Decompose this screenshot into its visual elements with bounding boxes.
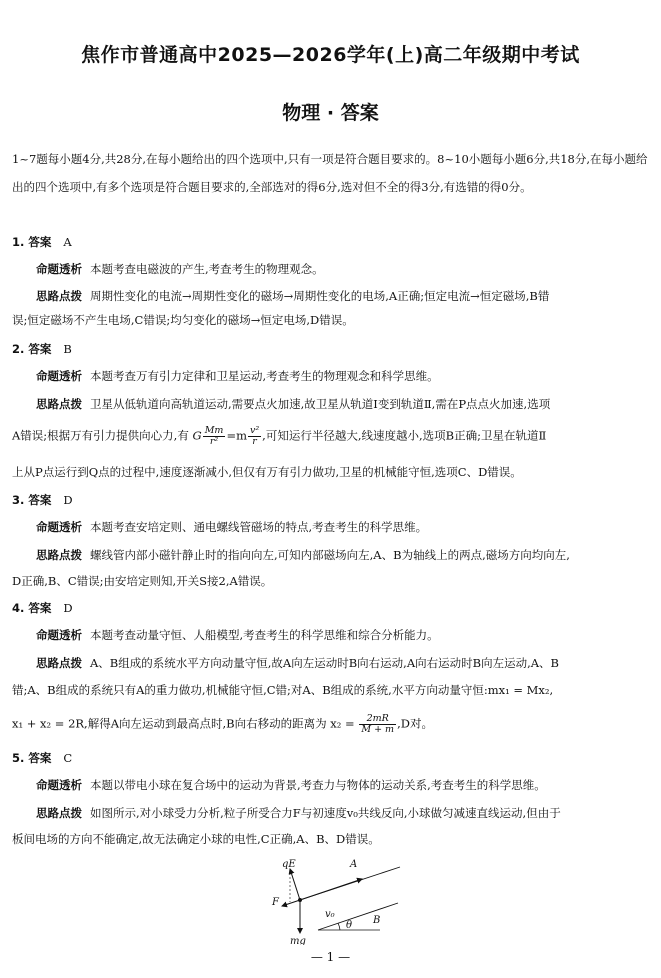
question-2-hint-end: 上从P点运行到Q点的过程中,速度逐渐减小,但仅有万有引力做功,卫星的机械能守恒,选项C、D错误。	[12, 465, 522, 479]
question-1-header: 1. 答案 A	[12, 235, 72, 249]
f-arrow	[282, 900, 300, 906]
charged-ball	[298, 898, 302, 902]
label-v0: v₀	[325, 909, 335, 920]
label-b: B	[373, 915, 381, 926]
answer-subtitle: 物理 · 答案	[282, 102, 379, 124]
question-2-analysis: 命题透析 本题考查万有引力定律和卫星运动,考查考生的物理观念和科学思维。	[36, 369, 439, 383]
question-4-answer: D	[63, 601, 73, 615]
question-3-hint: 思路点拨 螺线管内部小磁针静止时的指向向左,可知内部磁场向左,A、B为轴线上的两点,磁场方向均向左,	[36, 548, 570, 562]
force-diagram	[270, 855, 410, 945]
distance-fraction: $\frac{2mR}{M + m}$	[361, 713, 395, 735]
exam-title: 焦作市普通高中2025—2026学年(上)高二年级期中考试	[81, 44, 580, 66]
question-5-header: 5. 答案 C	[12, 751, 73, 765]
label-qe: qE	[282, 859, 296, 870]
label-f: F	[272, 897, 279, 908]
label-mg: mg	[290, 936, 306, 945]
question-1-hint: 思路点拨 周期性变化的电流→周期性变化的磁场→周期性变化的电场,A正确;恒定电流→恒定磁场,B错	[36, 289, 550, 303]
question-5-hint-cont: 板间电场的方向不能确定,故无法确定小球的电性,C正确,A、B、D错误。	[12, 832, 380, 846]
question-3-answer: D	[63, 493, 73, 507]
question-3-analysis: 命题透析 本题考查安培定则、通电螺线管磁场的特点,考查考生的科学思维。	[36, 520, 428, 534]
question-4-hint-end: x₁ + x₂ = 2R,解得A向左运动到最高点时,B向右移动的距离为 x₂ = $\frac{2mR}{M + m}$ ,D对。	[12, 713, 433, 735]
question-2-answer: B	[63, 342, 72, 356]
question-5-hint: 思路点拨 如图所示,对小球受力分析,粒子所受合力F与初速度v₀共线反向,小球做匀减速直线运动,但由于	[36, 806, 561, 820]
question-1-analysis: 命题透析 本题考查电磁波的产生,考查考生的物理观念。	[36, 262, 324, 276]
question-2-hint-cont: A错误;根据万有引力提供向心力,有 G $\frac{Mm}{\text{r²}}$ =m $\frac{\text{v²}}{r}$ ,可知运行半径越大,线速度越小,选项B正确;卫星在轨道Ⅱ	[12, 425, 547, 447]
qe-arrow	[290, 869, 300, 900]
question-4-hint: 思路点拨 A、B组成的系统水平方向动量守恒,故A向左运动时B向右运动,A向右运动时B向左运动,A、B	[36, 656, 559, 670]
label-theta: θ	[346, 920, 353, 931]
question-1-answer: A	[63, 235, 72, 249]
question-5-answer: C	[63, 751, 73, 765]
page-number: — 1 —	[310, 950, 351, 964]
question-3-hint-cont: D正确,B、C错误;由安培定则知,开关S接2,A错误。	[12, 574, 273, 588]
question-1-hint-cont: 误;恒定磁场不产生电场,C错误;均匀变化的磁场→恒定电场,D错误。	[12, 313, 354, 327]
theta-arc	[338, 923, 340, 930]
v0-arrow	[300, 879, 362, 900]
question-2-hint: 思路点拨 卫星从低轨道向高轨道运动,需要点火加速,故卫星从轨道Ⅰ变到轨道Ⅱ,需在P点点火加速,选项	[36, 397, 551, 411]
question-3-header: 3. 答案 D	[12, 493, 73, 507]
question-4-analysis: 命题透析 本题考查动量守恒、人船模型,考查考生的科学思维和综合分析能力。	[36, 628, 439, 642]
gravity-fraction: $\frac{Mm}{\text{r²}}$	[204, 425, 224, 447]
label-a: A	[350, 859, 358, 870]
velocity-fraction: $\frac{\text{v²}}{r}$	[249, 425, 260, 447]
scoring-instructions: 1~7题每小题4分,共28分,在每小题给出的四个选项中,只有一项是符合题目要求的。8~10小题每小题6分,共18分,在每小题给出的四个选项中,有多个选项是符合题目要求的,全部选对的得6分,选对但不全的得3分,有选错的得0分。	[12, 152, 648, 194]
question-5-analysis: 命题透析 本题以带电小球在复合场中的运动为背景,考查力与物体的运动关系,考查考生的科学思维。	[36, 778, 546, 792]
question-4-hint-cont: 错;A、B组成的系统只有A的重力做功,机械能守恒,C错;对A、B组成的系统,水平方向动量守恒:mx₁ = Mx₂,	[12, 683, 554, 697]
question-2-header: 2. 答案 B	[12, 342, 72, 356]
question-4-header: 4. 答案 D	[12, 601, 73, 615]
